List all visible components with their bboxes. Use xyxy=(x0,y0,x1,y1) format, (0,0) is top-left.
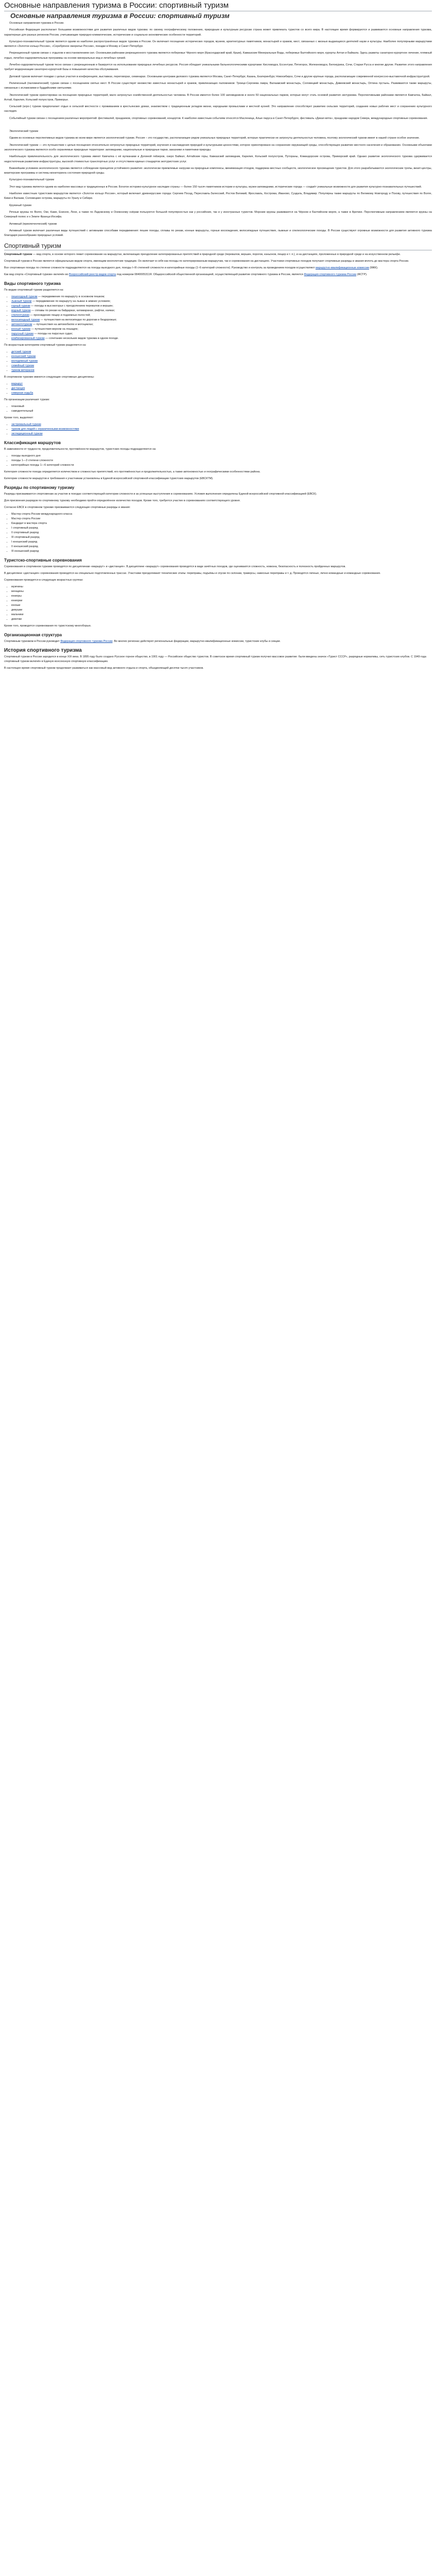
body-paragraph: Круизный туризм xyxy=(9,204,31,207)
list-item-text: — походы в высокогорье с преодолением перевалов и вершин; xyxy=(30,304,113,308)
competitions-paragraph: Соревнования в спортивном туризме проводятся по дисциплинам «маршрут» и «дистанция». В дисциплине «маршрут» соревнования проводятся в виде зачётных походов, где оцениваются сложность, новизна, безопасность и полезность пройденных маршрутов. xyxy=(4,565,346,569)
body-paragraph: Экологический туризм ориентирован на посещение природных территорий, мало затронутых хозяйственной деятельностью человека. В России имеется более 100 заповедников и около 50 национальных парков, которые могут стать основой развития экотуризма. Перспективными районами являются Камчатка, Байкал, Алтай, Карелия, Кольский полуостров, Приморье. xyxy=(4,93,432,101)
list-item: • мальчики xyxy=(11,613,432,617)
heading-history: История спортивного туризма xyxy=(4,648,82,654)
page-title: Основные направления туризма в России: спортивный туризм xyxy=(4,1,432,11)
list-item-text: — прохождение пещер и подземных полостей; xyxy=(29,314,91,317)
kinds-list xyxy=(4,295,432,341)
text-run: . Во многих регионах действуют региональные федерации, маршрутно-квалификационные комиссии, туристские клубы и секции. xyxy=(112,640,281,643)
list-item xyxy=(11,332,432,336)
list-item xyxy=(11,336,432,341)
list-item: • мужчины xyxy=(11,585,432,589)
list-item-text: — путешествия верхом на лошадях; xyxy=(30,328,79,331)
body-paragraph: Экологический туризм xyxy=(9,130,39,133)
list-item-text: — походы на парусных судах; xyxy=(33,332,73,336)
intro-section xyxy=(4,21,432,121)
organization-types-list xyxy=(4,404,432,414)
list-item xyxy=(11,354,432,359)
list-item xyxy=(11,304,432,309)
sports-intro-term: Спортивный туризм xyxy=(4,253,32,257)
organization-paragraph xyxy=(4,639,432,644)
history-paragraph: В настоящее время спортивный туризм продолжает развиваться как массовый вид активного отдыха и спорта, объединяющий десятки тысяч участников. xyxy=(4,667,204,670)
sports-paragraph: Спортивный туризм в России является официальным видом спорта, имеющим многолетние традиции. Он включает в себя как походы по категорированным маршрутам, так и соревнования на дистанциях. Участники спортивных походов получают спортивные разряды и звания вплоть до мастера спорта России. xyxy=(4,260,409,263)
list-item: • I спортивный разряд xyxy=(11,526,432,531)
link-kind[interactable]: конный туризм xyxy=(11,328,31,331)
body-paragraph: Основные направления туризма в России. xyxy=(9,22,64,25)
list-item xyxy=(11,391,432,396)
list-item: • походы 1—3 степени сложности xyxy=(11,459,432,463)
sports-paragraph-mkk xyxy=(4,266,432,270)
list-item: • I юношеский разряд xyxy=(11,540,432,545)
section-spacer xyxy=(4,123,432,129)
list-item: • III спортивный разряд xyxy=(11,535,432,540)
body-paragraph: Активный туризм включает различные виды путешествий с активными способами передвижения: пешие походы, сплавы по рекам, конные маршруты, горные восхождения, велосипедные путешествия, лыжные и спелеологические походы. В России существуют огромные возможности для развития активного туризма благодаря разнообразию природных условий. xyxy=(4,229,432,238)
classification-list xyxy=(4,454,432,468)
list-item: • III юношеский разряд xyxy=(11,549,432,554)
link-age-category[interactable]: юношеский туризм xyxy=(11,355,36,359)
body-paragraph: Культурно-познавательный туризм xyxy=(9,178,55,182)
body-paragraph: Рекреационный туризм связан с отдыхом и восстановлением сил. Основными районами рекреационного туризма являются побережье Чёрного моря (Краснодарский край, Крым), Кавказские Минеральные Воды, побережье Балтийского моря, курорты Алтая и Байкала. Здесь развиты санаторно-курортное лечение, пляжный отдых, лечебно-оздоровительные программы на основе минеральных вод и лечебных грязей. xyxy=(4,52,432,60)
link-kind[interactable]: комбинированный туризм xyxy=(11,337,45,341)
body-paragraph: Деловой туризм включает поездки с целью участия в конференциях, выставках, переговорах, семинарах. Основными центрами делового туризма являются Москва, Санкт-Петербург, Казань, Екатеринбург, Новосибирск, Сочи и другие крупные города, располагающие современной конгрессно-выставочной инфраструктурой. xyxy=(9,75,430,78)
classification-paragraph: Категория сложности похода определяется количеством и сложностью препятствий, его протяжённостью и продолжительностью, а также автономностью и географическими особенностями района. xyxy=(4,470,260,474)
link-age-category[interactable]: семейный туризм xyxy=(11,364,34,368)
list-item xyxy=(11,432,432,436)
sports-intro-text: — вид спорта, в основе которого лежит соревнование на маршрутах, включающих преодоление категорированных препятствий в природной среде (перевалов, вершин, порогов, каньонов, пещер и т. п.), и на дистанциях, проложенных в природной среде и на искусственном рельефе. xyxy=(32,253,401,257)
list-item: • юниорки xyxy=(11,599,432,603)
list-item xyxy=(11,327,432,332)
article-subtitle: Основные направления туризма в России: спортивный туризм xyxy=(10,12,230,20)
link-kind[interactable]: пешеходный туризм xyxy=(11,295,38,299)
body-paragraph: Российская Федерация располагает большими возможностями для развития различных видов туризма: по своему географическому положению, природным и культурным ресурсам страна может привлекать туристов со всего мира. В настоящее время формируются и развиваются основные направления туризма, характерные для разных регионов России, учитывающие природно-климатические, исторические и социально-экономические особенности территорий. xyxy=(4,28,432,37)
list-item: • юниоры xyxy=(11,594,432,599)
competitions-paragraph: В дисциплине «дистанция» соревнования проводятся на специально подготовленных трассах. Участники преодолевают технические этапы: переправы, подъёмы и спуски по склонам, траверсы, навесные переправы и т. д. Проводятся личные, лично-командные и командные соревнования. xyxy=(4,572,381,575)
list-item: • Мастер спорта России xyxy=(11,517,432,521)
heading-organization: Организационная структура xyxy=(4,633,62,638)
list-item: • самодеятельный xyxy=(11,409,432,414)
list-item: • II юношеский разряд xyxy=(11,545,432,549)
list-item-text: — передвижение по маршруту в основном пешком; xyxy=(37,295,105,299)
list-item: • походы выходного дня xyxy=(11,454,432,459)
link-age-category[interactable]: детский туризм xyxy=(11,350,31,354)
extra-section xyxy=(4,129,432,238)
body-paragraph: Активный (приключенческий) туризм xyxy=(9,222,57,226)
text-run: Спортивным туризмом в России руководит xyxy=(4,640,61,643)
link-sports-registry[interactable]: Всероссийский реестр видов спорта xyxy=(69,273,116,277)
list-item xyxy=(11,386,432,391)
body-paragraph: Одним из основных перспективных видов туризма во всем мире является экологический туризм. Россия – это государство, располагающее рядом уникальных природных территорий, которые практически не затронуты деятельностью человека, поэтому экологический туризм имеет в нашей стране особое значение. xyxy=(9,137,420,140)
list-item xyxy=(11,318,432,323)
text-run: под номером 0840005311Я. Общероссийской общественной организацией, осуществляющей развитие спортивного туризма в России, является xyxy=(116,273,304,277)
list-item xyxy=(11,427,432,432)
text-run: Как вид спорта «Спортивный туризм» включён во xyxy=(4,273,69,277)
kinds-lead: По видам спортивный туризм разделяется на: xyxy=(4,289,64,292)
kinds-lead-age: По возрастным категориям спортивный туризм разделяется на: xyxy=(4,344,86,347)
body-paragraph: Этот вид туризма является одним из наиболее массовых и традиционных в России. Богатое историко-культурное наследие страны — более 150 тысяч памятников истории и культуры, музеи-заповедники, исторические города — создаёт уникальные возможности для развития культурно-познавательных путешествий. xyxy=(9,185,422,189)
history-paragraph: Спортивный туризм в России зародился в конце XIX века. В 1895 году было создано Русское горное общество, в 1901 году — Российское общество туристов. В советское время спортивный туризм получил массовое развитие: были введены значок «Турист СССР», разрядные нормативы, сеть туристских клубов. С 1949 года спортивный туризм включён в Единую всесоюзную спортивную классификацию. xyxy=(4,655,426,664)
sports-paragraph-registry xyxy=(4,273,432,277)
heading-kinds: Виды спортивного туризма xyxy=(4,281,61,286)
text-run: (МКК). xyxy=(369,266,378,270)
list-item xyxy=(11,382,432,386)
list-item xyxy=(11,313,432,318)
classification-paragraph: Категории сложности маршрутов и требования к участникам установлены в Единой всероссийской спортивной классификации туристских маршрутов (ЕВСКТМ). xyxy=(4,477,214,481)
list-item: • Мастер спорта России международного класса xyxy=(11,512,432,517)
link-kind[interactable]: велосипедный туризм xyxy=(11,318,40,322)
list-item-text: — путешествия на автомобилях и мотоциклах; xyxy=(32,323,94,327)
body-paragraph: Сельский (агро-) туризм предполагает отдых в сельской местности с проживанием в крестьянских домах, знакомством с традиционным укладом жизни, народными промыслами и местной кухней. Это направление способствует развитию сельских территорий, созданию новых рабочих мест и сохранению культурного наследия. xyxy=(4,105,432,113)
body-paragraph: Экологический туризм — это путешествие с целью посещения относительно нетронутых природных территорий, изучения и наслаждения природой и культурными ценностями, которое ориентировано на сохранение окружающей среды, способствующее развитию местного населения и образованию. Основными объектами экологического туризма являются особо охраняемые природные территории: заповедники, национальные и природные парки, заказники и памятники природы. xyxy=(4,143,432,151)
list-item-text: — сочетание нескольких видов туризма в одном походе. xyxy=(44,337,119,341)
link-other-kind[interactable]: экстремальный туризм xyxy=(11,423,41,427)
body-paragraph: Культурно-познавательный туризм является одним из наиболее распространённых видов туризма в России. Он включает посещение исторических городов, музеев, архитектурных памятников, монастырей и храмов, мест, связанных с жизнью выдающихся деятелей науки и культуры. Наиболее популярными маршрутами являются «Золотое кольцо России», «Серебряное ожерелье России», поездки в Москву и Санкт-Петербург. xyxy=(4,40,432,48)
kinds-lead-other: Кроме того, выделяют: xyxy=(4,416,34,420)
heading-classification: Классификация маршрутов xyxy=(4,440,61,446)
competitions-paragraph: Соревнования проводятся в следующих возрастных группах: xyxy=(4,579,83,582)
body-paragraph: Наибольшую привлекательность для экологического туризма имеют Камчатка с её вулканами и Долиной гейзеров, озеро Байкал, Алтайские горы, Кавказский заповедник, Карелия, Кольский полуостров, Путораны, Командорские острова, Приморский край. Однако развитие экологического туризма сдерживается недостаточным развитием инфраструктуры, высокой стоимостью транспортных услуг и отсутствием единых стандартов экотуристских услуг. xyxy=(4,155,432,163)
link-kind[interactable]: водный туризм xyxy=(11,309,31,313)
link-kind[interactable]: горный туризм xyxy=(11,304,30,308)
body-paragraph: Лечебно-оздоровительный туризм тесно связан с рекреационным и базируется на использовании природных лечебных ресурсов. Россия обладает уникальными бальнеологическими курортами: Кисловодск, Ессентуки, Пятигорск, Железноводск, Белокуриха, Сочи, Старая Русса и многие другие. Развитие этого направления требует модернизации санаторно-курортной базы и повышения качества обслуживания. xyxy=(4,63,432,72)
heading-ranks: Разряды по спортивному туризму xyxy=(4,485,75,490)
list-item: • II спортивный разряд xyxy=(11,531,432,535)
link-age-category[interactable]: молодёжный туризм xyxy=(11,360,38,363)
list-item xyxy=(11,309,432,313)
link-other-kind[interactable]: экспедиционный туризм xyxy=(11,432,43,436)
list-item xyxy=(11,359,432,364)
body-paragraph: Речные круизы по Волге, Оке, Каме, Енисею, Лене, а также по Ладожскому и Онежскому озёрам пользуются большой популярностью как у российских, так и у иностранных туристов. Морские круизы развиваются на Чёрном и Балтийском морях, а также в Арктике. Перспективным направлением являются круизы на Северный полюс и к Земле Франца-Иосифа. xyxy=(4,210,432,219)
list-item: • плановый xyxy=(11,404,432,409)
text-run: Все спортивные походы по степени сложности подразделяются на походы выходного дня, походы I–III степеней сложности и категорийные походы (1–6 категорий сложности). Руководство и контроль за проведением походов осуществляют xyxy=(4,266,316,270)
heading-competitions: Туристско-спортивные соревнования xyxy=(4,558,82,563)
kinds-lead-organization: По организации различают туризм: xyxy=(4,398,50,402)
list-item: • девушки xyxy=(11,608,432,613)
link-fstr[interactable]: Федерация спортивного туризма России xyxy=(60,640,113,643)
ranks-paragraph: Для присвоения разрядов по спортивному туризму необходимо пройти определённое количество походов. Кроме того, требуется участие в соревнованиях соответствующего уровня. xyxy=(4,499,241,503)
body-paragraph: Наиболее известным туристским маршрутом является «Золотое кольцо России», который включает древнерусские города: Сергиев Посад, Переславль-Залесский, Ростов Великий, Ярославль, Кострома, Иваново, Суздаль, Владимир. Популярны также маршруты по Великому Новгороду и Пскову, путешествия по Волге, Кижи и Валаам, Соловецкие острова, маршруты по Уралу и Сибири. xyxy=(4,192,432,200)
list-item: • Кандидат в мастера спорта xyxy=(11,521,432,526)
section-heading-sports-tourism: Спортивный туризм xyxy=(4,242,432,250)
list-item xyxy=(11,323,432,327)
link-discipline[interactable]: дистанция xyxy=(11,387,25,391)
ranks-paragraph: Согласно ЕВСК в спортивном туризме присваиваются следующие спортивные разряды и звания: xyxy=(4,506,131,510)
list-item: • девочки xyxy=(11,617,432,622)
list-item xyxy=(11,422,432,427)
ranks-paragraph: Разряды присваиваются спортсменам за участие в походах соответствующей категории сложности и за успешные выступления в соревнованиях. Условия выполнения определены Единой всероссийской спортивной классификацией (ЕВСК). xyxy=(4,493,317,496)
list-item xyxy=(11,368,432,373)
ranks-list xyxy=(4,512,432,554)
sports-intro xyxy=(4,252,432,257)
link-fstr[interactable]: Федерация спортивного туризма России xyxy=(304,273,357,277)
link-discipline[interactable]: северная ходьба xyxy=(11,392,33,395)
body-paragraph: Важнейшим условием экологического туризма является соблюдение принципов устойчивого развития: экологически приемлемые нагрузки на природные комплексы, минимизация отходов, поддержка местных сообществ, экологическое просвещение туристов. Для этого разрабатываются экологические тропы, визит-центры, визитерские программы и системы мониторинга состояния природной среды. xyxy=(4,166,432,175)
link-discipline[interactable]: маршрут xyxy=(11,382,23,386)
list-item-text: — передвижение по маршруту на лыжах в зимних условиях; xyxy=(31,300,111,303)
other-kinds-list xyxy=(4,422,432,436)
list-item-text: — сплавы по рекам на байдарках, катамаранах, рафтах, каяках; xyxy=(30,309,115,313)
list-item: • юноши xyxy=(11,603,432,608)
disciplines-list xyxy=(4,382,432,396)
list-item xyxy=(11,350,432,354)
link-kind[interactable]: парусный туризм xyxy=(11,332,33,336)
classification-paragraph: В зависимости от трудности, продолжительности, протяжённости маршрутов, туристских походы подразделяются на: xyxy=(4,448,156,451)
link-age-category[interactable]: туризм ветеранов xyxy=(11,369,34,372)
link-kind[interactable]: лыжный туризм xyxy=(11,300,32,303)
link-mkk[interactable]: маршрутно-квалификационные комиссии xyxy=(315,266,370,270)
list-item-text: — путешествия на велосипедах по дорогам и бездорожью; xyxy=(40,318,117,322)
text-run: (ФСТР). xyxy=(356,273,368,277)
link-other-kind[interactable]: туризм для людей с ограниченными возможностями xyxy=(11,428,79,431)
competition-groups-list xyxy=(4,585,432,622)
kinds-lead-disciplines: В спортивном туризме имеются следующие спортивные дисциплины: xyxy=(4,376,95,379)
age-list xyxy=(4,350,432,373)
link-kind[interactable]: автомототуризм xyxy=(11,323,32,327)
list-item xyxy=(11,299,432,304)
competitions-paragraph: Кроме того, проводятся соревнования по туристскому многоборью. xyxy=(4,624,92,628)
body-paragraph: Событийный туризм связан с посещением различных мероприятий: фестивалей, праздников, спортивных соревнований, концертов. К наиболее известным событиям относятся Масленица, Алые паруса в Санкт-Петербурге, фестиваль «Дикая мята», праздники народов Севера, международные спортивные соревнования. xyxy=(9,116,428,120)
list-item xyxy=(11,364,432,368)
list-item: • женщины xyxy=(11,589,432,594)
link-kind[interactable]: спелеотуризм xyxy=(11,314,29,317)
body-paragraph: Религиозный (паломнический) туризм связан с посещением святых мест. В России существует множество известных монастырей и храмов, привлекающих паломников: Троице-Сергиева лавра, Валаамский монастырь, Соловецкий монастырь, Дивеевский монастырь, Оптина пустынь. Развиваются также маршруты, связанные с исламскими и буддийскими святынями. xyxy=(4,81,432,90)
list-item: • категорийные походы 1—6 категорий сложности xyxy=(11,463,432,468)
list-item xyxy=(11,295,432,299)
